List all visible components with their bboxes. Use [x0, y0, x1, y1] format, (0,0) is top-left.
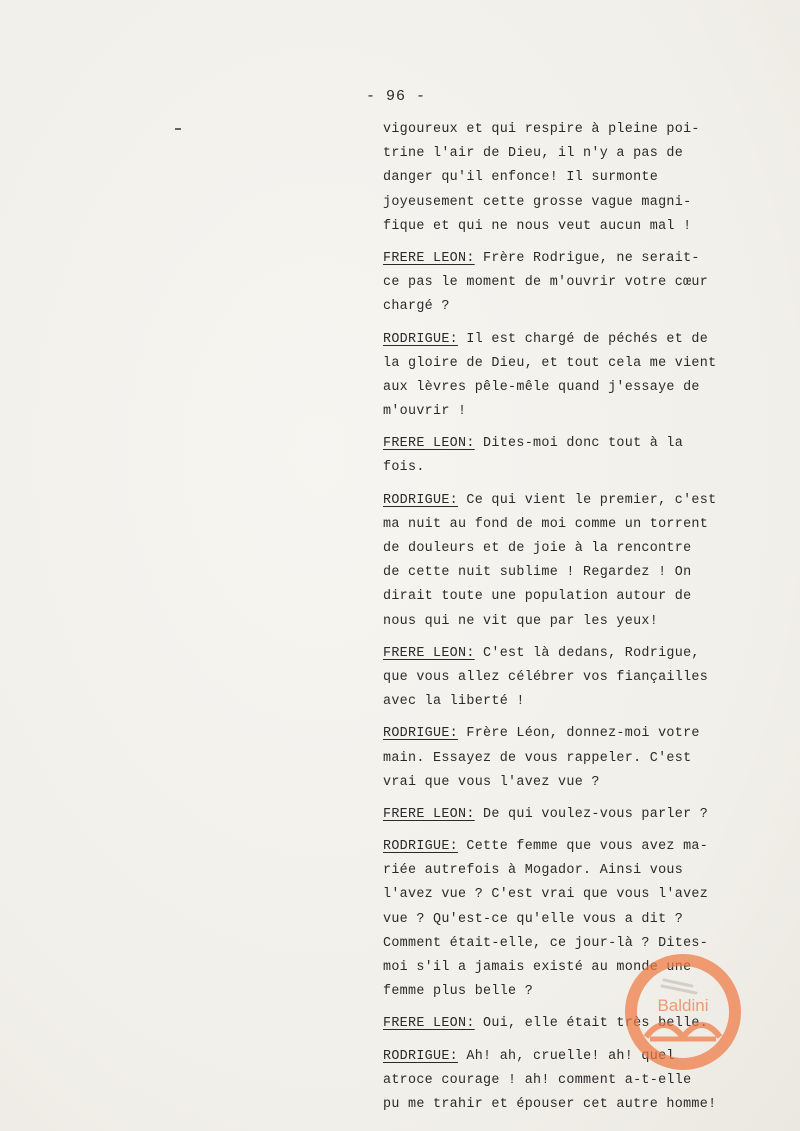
dialogue-block: [383, 247, 743, 320]
text-line: [383, 722, 743, 746]
line-text: que vous allez célébrer vos fiançailles: [383, 669, 709, 685]
speaker-name: FRERE LEON:: [383, 645, 475, 661]
page-number: - 96 -: [366, 88, 427, 105]
dialogue-block: [383, 642, 743, 715]
line-text: femme plus belle ?: [383, 984, 534, 1000]
line-text: Il est chargé de péchés et de: [458, 331, 709, 347]
speaker-name: FRERE LEON:: [383, 250, 475, 266]
text-line: [383, 747, 743, 771]
dialogue-block: [383, 803, 743, 827]
text-line: [383, 771, 743, 795]
text-line: [383, 642, 743, 666]
line-text: Ah! ah, cruelle! ah! quel: [458, 1048, 675, 1064]
line-text: aux lèvres pêle-mêle quand j'essaye de: [383, 379, 700, 395]
line-text: de cette nuit sublime ! Regardez ! On: [383, 565, 692, 581]
watermark-text: Baldini: [657, 996, 709, 1015]
text-line: [383, 166, 743, 190]
speaker-name: FRERE LEON:: [383, 436, 475, 452]
text-line: [383, 513, 743, 537]
text-line: [383, 271, 743, 295]
text-line: [383, 835, 743, 859]
text-line: [383, 328, 743, 352]
text-line: [383, 690, 743, 714]
line-text: ma nuit au fond de moi comme un torrent: [383, 516, 709, 532]
line-text: Ce qui vient le premier, c'est: [458, 492, 717, 508]
line-text: Cette femme que vous avez ma-: [458, 839, 709, 855]
speaker-name: RODRIGUE:: [383, 1048, 459, 1064]
text-line: [383, 908, 743, 932]
line-text: fique et qui ne nous veut aucun mal !: [383, 218, 692, 234]
text-line: [383, 432, 743, 456]
text-line: [383, 585, 743, 609]
line-text: l'avez vue ? C'est vrai que vous l'avez: [383, 887, 709, 903]
line-text: la gloire de Dieu, et tout cela me vient: [383, 355, 717, 371]
line-text: joyeusement cette grosse vague magni-: [383, 194, 692, 210]
text-line: [383, 610, 743, 634]
speaker-name: RODRIGUE:: [383, 839, 459, 855]
text-line: [383, 118, 743, 142]
line-text: Dites-moi donc tout à la: [474, 436, 684, 452]
text-line: [383, 859, 743, 883]
line-text: vrai que vous l'avez vue ?: [383, 774, 600, 790]
line-text: pu me trahir et épouser cet autre homme!: [383, 1096, 717, 1112]
line-text: fois.: [383, 460, 425, 476]
text-line: [383, 376, 743, 400]
text-line: [383, 803, 743, 827]
text-line: [383, 142, 743, 166]
speaker-name: RODRIGUE:: [383, 492, 459, 508]
dialogue-block: [383, 489, 743, 634]
text-line: [383, 247, 743, 271]
line-text: moi s'il a jamais existé au monde une: [383, 960, 692, 975]
speaker-name: FRERE LEON:: [383, 1016, 475, 1032]
line-text: atroce courage ! ah! comment a-t-elle: [383, 1072, 692, 1088]
text-line: [383, 215, 743, 239]
text-line: [383, 1093, 743, 1117]
line-text: avec la liberté !: [383, 694, 525, 710]
dialogue-block: [383, 722, 743, 795]
line-text: C'est là dedans, Rodrigue,: [474, 645, 700, 661]
line-text: m'ouvrir !: [383, 404, 467, 420]
continuation-block: [383, 118, 743, 239]
line-text: vigoureux et qui respire à pleine poi-: [383, 122, 700, 137]
line-text: danger qu'il enfonce! Il surmonte: [383, 170, 659, 186]
line-text: Frère Léon, donnez-moi votre: [458, 726, 700, 742]
line-text: riée autrefois à Mogador. Ainsi vous: [383, 863, 684, 879]
text-line: [383, 489, 743, 513]
speaker-name: RODRIGUE:: [383, 331, 459, 347]
speaker-name: FRERE LEON:: [383, 806, 475, 822]
speaker-name: RODRIGUE:: [383, 726, 459, 742]
line-text: ce pas le moment de m'ouvrir votre cœur: [383, 275, 709, 291]
text-line: [383, 352, 743, 376]
dialogue-block: [383, 328, 743, 425]
text-line: [383, 666, 743, 690]
text-line: [383, 191, 743, 215]
text-line: [383, 537, 743, 561]
line-text: de douleurs et de joie à la rencontre: [383, 541, 692, 556]
line-text: Oui, elle était très belle.: [474, 1016, 709, 1032]
text-line: [383, 561, 743, 585]
line-text: De qui voulez-vous parler ?: [474, 806, 709, 822]
line-text: Frère Rodrigue, ne serait-: [474, 250, 700, 266]
text-line: [383, 295, 743, 319]
baldini-watermark-logo: [624, 953, 742, 1071]
line-text: vue ? Qu'est-ce qu'elle vous a dit ?: [383, 911, 684, 927]
line-text: trine l'air de Dieu, il n'y a pas de: [383, 146, 684, 162]
line-text: dirait toute une population autour de: [383, 589, 692, 605]
line-text: chargé ?: [383, 299, 450, 315]
line-text: Comment était-elle, ce jour-là ? Dites-: [383, 935, 709, 951]
text-line: [383, 400, 743, 424]
stray-ink-mark: [175, 128, 181, 130]
dialogue-block: [383, 432, 743, 480]
text-line: [383, 883, 743, 907]
text-line: [383, 456, 743, 480]
text-line: [383, 1069, 743, 1093]
line-text: main. Essayez de vous rappeler. C'est: [383, 750, 692, 766]
line-text: nous qui ne vit que par les yeux!: [383, 613, 659, 629]
